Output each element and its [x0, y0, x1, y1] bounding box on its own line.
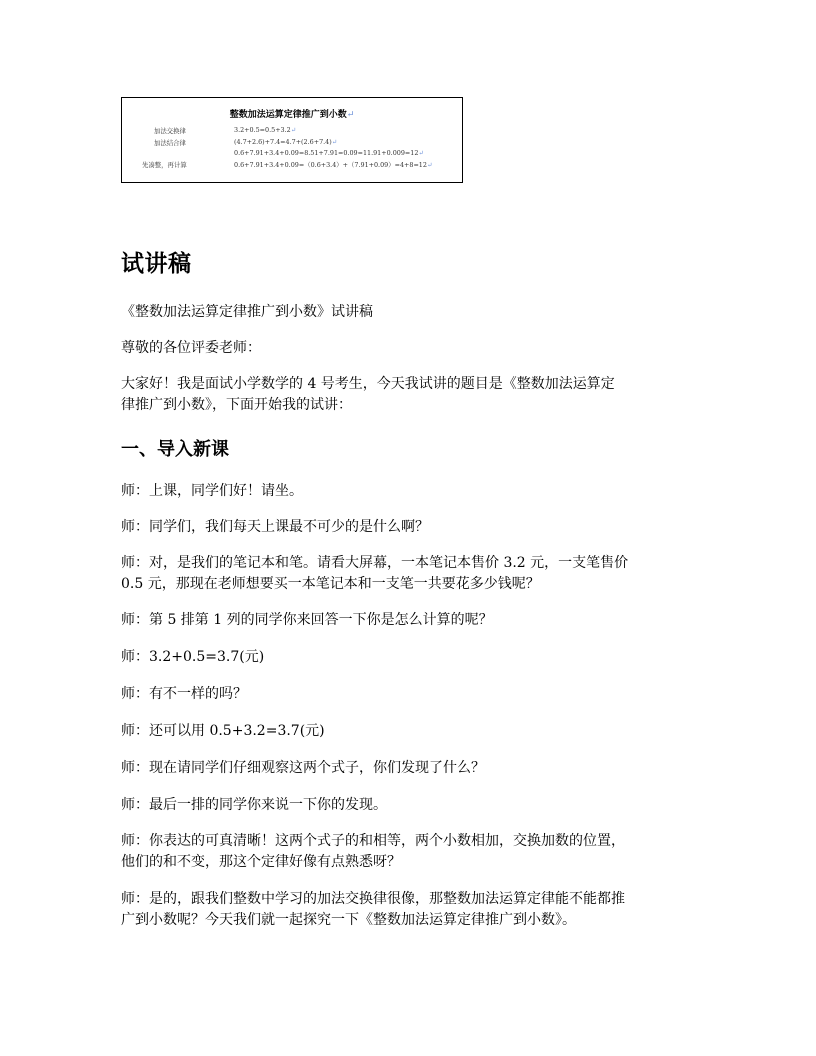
paragraph: [121, 831, 701, 873]
summary-table-title: 整数加法运算定律推广到小数↵: [229, 110, 355, 120]
text-line: 大家好！我是面试小学数学的 4 号考生，今天我试讲的题目是《整数加法运算定: [121, 376, 615, 392]
summary-row-label: 加法交换律: [154, 127, 186, 135]
text-line: 0.5 元，那现在老师想要买一本笔记本和一支笔一共要花多少钱呢？: [121, 576, 540, 592]
paragraph: 师：有不一样的吗？: [121, 686, 247, 702]
summary-row-label: 先凑整，再计算: [142, 161, 187, 169]
summary-row-equation: 0.6+7.91+3.4+0.09=（0.6+3.4）+（7.91+0.09）=4+8=12↵: [234, 161, 433, 169]
paragraph-mark-icon: ↵: [418, 149, 424, 157]
text-line: 师：是的，跟我们整数中学习的加法交换律很像，那整数加法运算定律能不能都推: [121, 891, 625, 907]
greeting: 尊敬的各位评委老师：: [121, 340, 261, 356]
paragraph: 师：最后一排的同学你来说一下你的发现。: [121, 797, 387, 813]
document-subtitle: 《整数加法运算定律推广到小数》试讲稿: [121, 304, 373, 320]
text-line: 他们的和不变，那这个定律好像有点熟悉呀？: [121, 854, 401, 870]
paragraph: [121, 553, 701, 595]
summary-row-label: 加法结合律: [154, 139, 186, 147]
paragraph: 师：还可以用 0.5+3.2=3.7(元): [121, 723, 325, 739]
text-line: 师：对，是我们的笔记本和笔。请看大屏幕，一本笔记本售价 3.2 元，一支笔售价: [121, 555, 629, 571]
text-line: 广到小数呢？今天我们就一起探究一下《整数加法运算定律推广到小数》。: [121, 912, 576, 928]
summary-row-associative: [122, 138, 464, 148]
paragraph: 师：同学们，我们每天上课最不可少的是什么啊？: [121, 519, 429, 535]
paragraph: 师：现在请同学们仔细观察这两个式子，你们发现了什么？: [121, 760, 485, 776]
text-line: 师：你表达的可真清晰！这两个式子的和相等，两个小数相加，交换加数的位置，: [121, 833, 625, 849]
summary-row-associative-example: [122, 149, 464, 159]
intro-paragraph: [121, 374, 701, 416]
paragraph-mark-icon: ↵: [346, 110, 355, 120]
summary-row-round-first: [122, 160, 464, 170]
text-line: 律推广到小数》，下面开始我的试讲：: [121, 397, 352, 413]
paragraph: 师：3.2+0.5=3.7(元): [121, 649, 265, 665]
paragraph-mark-icon: ↵: [331, 138, 338, 146]
paragraph: 师：第 5 排第 1 列的同学你来回答一下你是怎么计算的呢？: [121, 612, 493, 628]
summary-row-equation: (4.7+2.6)+7.4=4.7+(2.6+7.4)↵: [234, 138, 338, 146]
paragraph-mark-icon: ↵: [290, 126, 297, 134]
summary-table-image: [121, 97, 463, 183]
paragraph: 师：上课，同学们好！请坐。: [121, 483, 303, 499]
summary-row-commutative: [122, 126, 464, 136]
paragraph-mark-icon: ↵: [426, 161, 433, 169]
summary-row-equation: 0.6+7.91+3.4+0.09=8.51+7.91=0.09=11.91+0.009=12↵: [234, 149, 424, 157]
document-title: 试讲稿: [121, 250, 192, 277]
paragraph: [121, 889, 701, 931]
summary-row-equation: 3.2+0.5=0.5+3.2↵: [234, 126, 297, 134]
section-heading: 一、导入新课: [121, 439, 229, 460]
